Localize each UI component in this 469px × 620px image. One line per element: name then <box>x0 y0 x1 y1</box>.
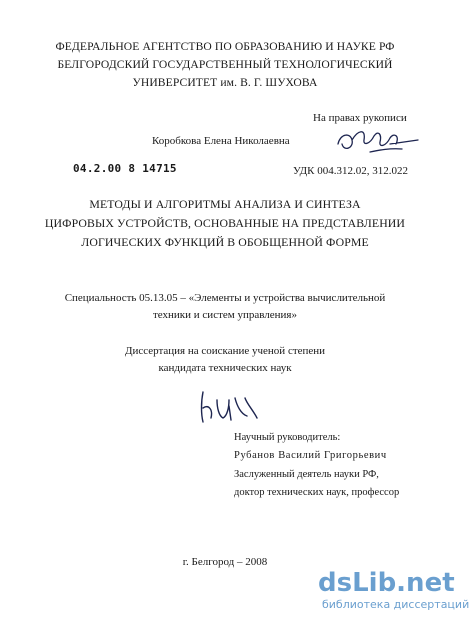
author-signature-icon <box>330 122 425 160</box>
udc-code: УДК 004.312.02, 312.022 <box>293 165 409 177</box>
dslib-logo-icon <box>318 565 455 599</box>
title-line-2: ЦИФРОВЫХ УСТРОЙСТВ, ОСНОВАННЫЕ НА ПРЕДСТАВЛЕНИИ <box>44 216 406 230</box>
supervisor-signature-icon <box>195 388 265 426</box>
watermark-caption: библиотека диссертаций <box>322 598 469 611</box>
supervisor-heading: Научный руководитель: <box>234 432 341 443</box>
footer-city-year: г. Белгород – 2008 <box>182 556 268 568</box>
specialty-line-2: техники и систем управления» <box>152 309 297 321</box>
supervisor-title-1: Заслуженный деятель науки РФ, <box>234 469 379 480</box>
stamp-number: 04.2.00 8 14715 <box>73 162 177 175</box>
dslib-logo-text: dsLib.net <box>318 568 455 598</box>
supervisor-name: Рубанов Василий Григорьевич <box>234 450 387 461</box>
dissertation-line-2: кандидата технических наук <box>158 362 292 374</box>
title-line-1: МЕТОДЫ И АЛГОРИТМЫ АНАЛИЗА И СИНТЕЗА <box>89 197 361 211</box>
org-line-3: УНИВЕРСИТЕТ им. В. Г. ШУХОВА <box>132 76 318 89</box>
specialty-line-1: Специальность 05.13.05 – «Элементы и устройства вычислительной <box>64 292 386 304</box>
manuscript-note: На правах рукописи <box>313 112 407 124</box>
org-line-1: ФЕДЕРАЛЬНОЕ АГЕНТСТВО ПО ОБРАЗОВАНИЮ И НАУКЕ РФ <box>55 40 395 53</box>
org-line-2: БЕЛГОРОДСКИЙ ГОСУДАРСТВЕННЫЙ ТЕХНОЛОГИЧЕСКИЙ <box>57 58 393 71</box>
supervisor-title-2: доктор технических наук, профессор <box>234 487 400 498</box>
dissertation-line-1: Диссертация на соискание ученой степени <box>124 345 326 357</box>
author-name: Коробкова Елена Николаевна <box>152 135 290 147</box>
title-line-3: ЛОГИЧЕСКИХ ФУНКЦИЙ В ОБОБЩЕННОЙ ФОРМЕ <box>81 235 369 249</box>
